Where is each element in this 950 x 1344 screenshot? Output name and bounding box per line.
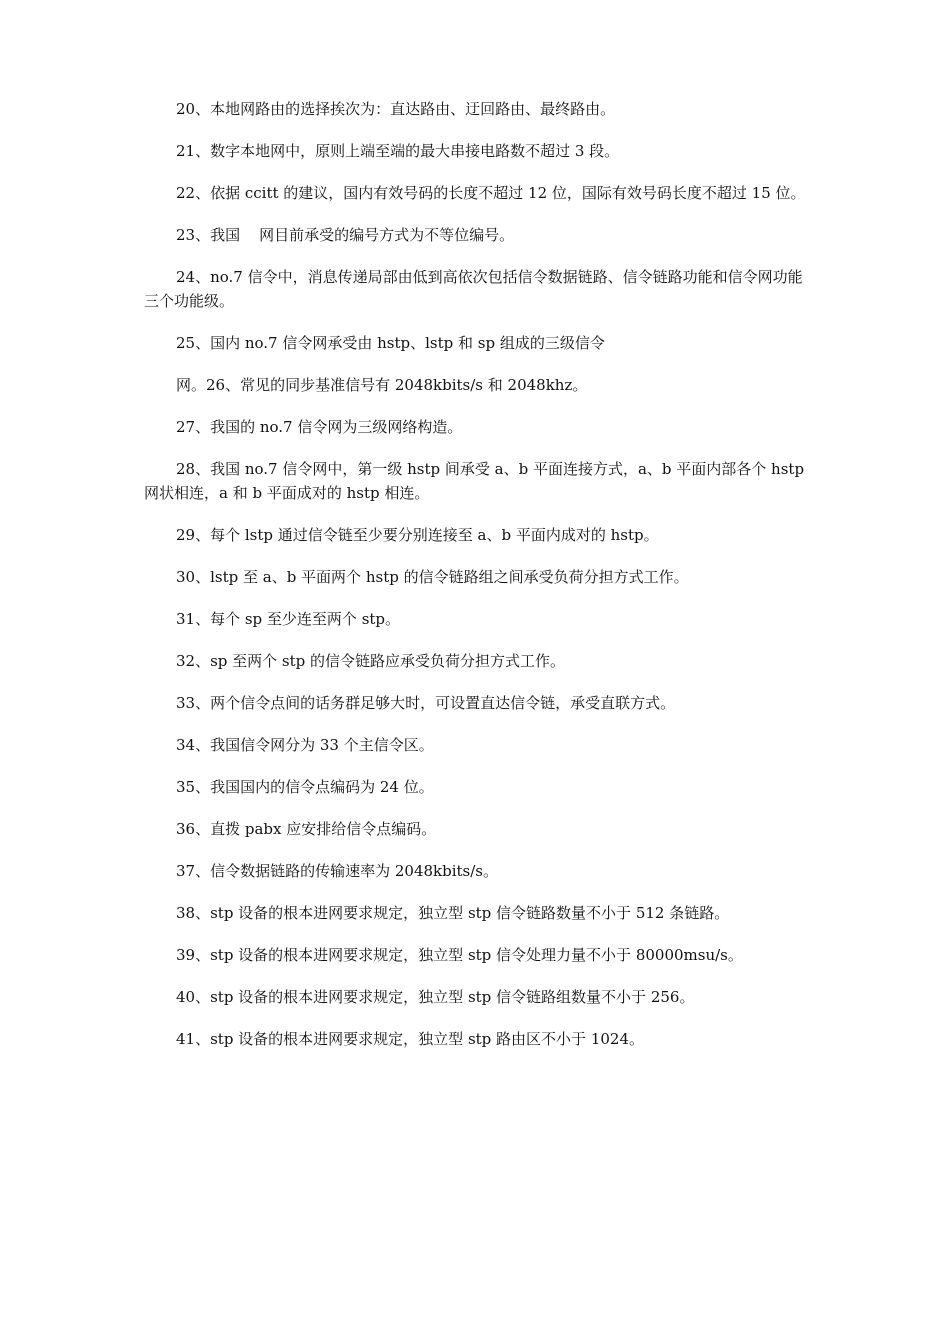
paragraph-26: 网。26、常见的同步基准信号有 2048kbits/s 和 2048khz。 bbox=[176, 376, 588, 394]
paragraph-21: 21、数字本地网中，原则上端至端的最大串接电路数不超过 3 段。 bbox=[176, 142, 620, 160]
paragraph-35: 35、我国国内的信令点编码为 24 位。 bbox=[176, 778, 434, 796]
paragraph-37: 37、信令数据链路的传输速率为 2048kbits/s。 bbox=[176, 862, 498, 880]
paragraph-40: 40、stp 设备的根本进网要求规定，独立型 stp 信令链路组数量不小于 256。 bbox=[176, 988, 695, 1006]
paragraph-31: 31、每个 sp 至少连至两个 stp。 bbox=[176, 610, 401, 628]
paragraph-24: 24、no.7 信令中，消息传递局部由低到高依次包括信令数据链路、信令链路功能和信令网功能三个功能级。 bbox=[144, 268, 803, 310]
paragraph-38: 38、stp 设备的根本进网要求规定，独立型 stp 信令链路数量不小于 512 条链路。 bbox=[176, 904, 730, 922]
paragraph-30: 30、lstp 至 a、b 平面两个 hstp 的信令链路组之间承受负荷分担方式工作。 bbox=[176, 568, 689, 586]
paragraph-22: 22、依据 ccitt 的建议，国内有效号码的长度不超过 12 位，国际有效号码长度不超过 15 位。 bbox=[176, 184, 806, 202]
paragraph-41: 41、stp 设备的根本进网要求规定，独立型 stp 路由区不小于 1024。 bbox=[176, 1030, 644, 1048]
paragraph-23: 23、我国 网目前承受的编号方式为不等位编号。 bbox=[176, 226, 515, 244]
paragraph-25: 25、国内 no.7 信令网承受由 hstp、lstp 和 sp 组成的三级信令 bbox=[176, 334, 605, 352]
paragraph-27: 27、我国的 no.7 信令网为三级网络构造。 bbox=[176, 418, 463, 436]
paragraph-28: 28、我国 no.7 信令网中，第一级 hstp 间承受 a、b 平面连接方式，a、b 平面内部各个 hstp 网状相连，a 和 b 平面成对的 hstp 相连。 bbox=[144, 460, 809, 502]
paragraph-34: 34、我国信令网分为 33 个主信令区。 bbox=[176, 736, 434, 754]
paragraph-32: 32、sp 至两个 stp 的信令链路应承受负荷分担方式工作。 bbox=[176, 652, 566, 670]
document-body bbox=[144, 97, 809, 1069]
paragraph-29: 29、每个 lstp 通过信令链至少要分别连接至 a、b 平面内成对的 hstp。 bbox=[176, 526, 659, 544]
paragraph-36: 36、直拨 pabx 应安排给信令点编码。 bbox=[176, 820, 437, 838]
paragraph-20: 20、本地网路由的选择挨次为：直达路由、迂回路由、最终路由。 bbox=[176, 100, 616, 118]
paragraph-33: 33、两个信令点间的话务群足够大时，可设置直达信令链，承受直联方式。 bbox=[176, 694, 676, 712]
paragraph-39: 39、stp 设备的根本进网要求规定，独立型 stp 信令处理力量不小于 80000msu/s。 bbox=[176, 946, 743, 964]
